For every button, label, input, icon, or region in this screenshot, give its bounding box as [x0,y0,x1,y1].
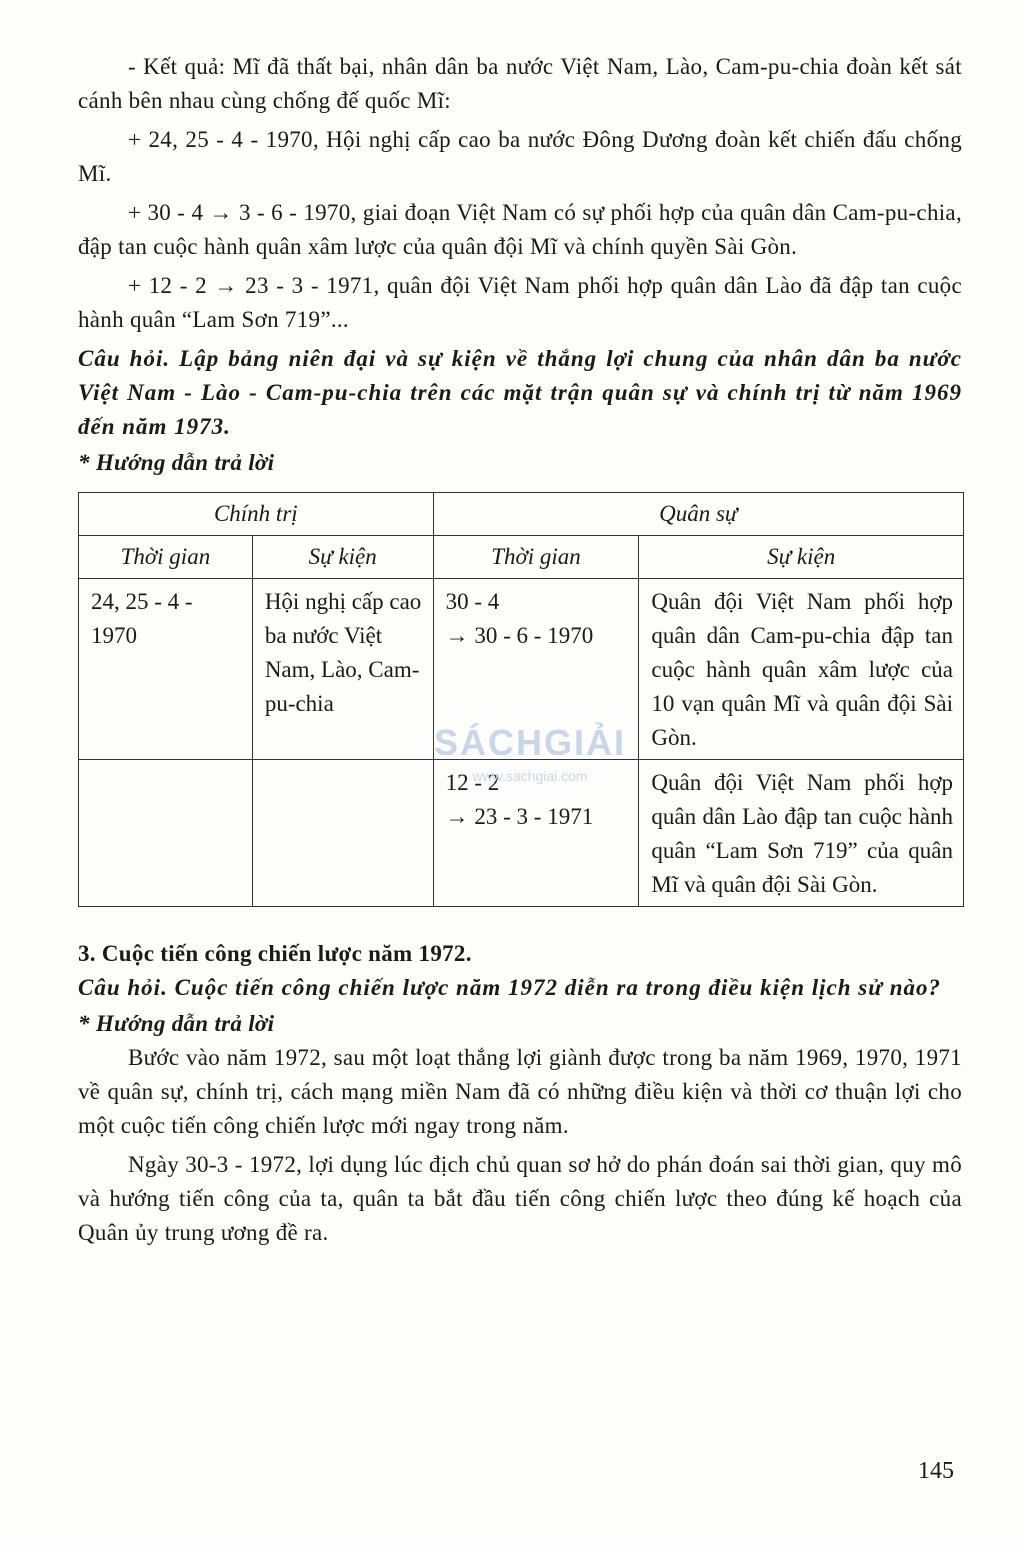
military-time-start: 12 - 2 [445,770,500,795]
military-time-cell [433,760,639,907]
table-group-header-row [79,493,964,536]
watermark-url: www.sachgiai.com [472,768,588,784]
result-paragraph: - Kết quả: Mĩ đã thất bại, nhân dân ba nước Việt Nam, Lào, Cam-pu-chia đoàn kết sát cánh bên nhau cùng chống đế quốc Mĩ: [78,54,962,113]
military-time-cell [433,579,639,760]
political-group-header: Chính trị [79,493,434,536]
page-content [78,50,962,1255]
answer-paragraph: Bước vào năm 1972, sau một loạt thắng lợi giành được trong ba năm 1969, 1970, 1971 về quân sự, chính trị, cách mạng miền Nam đã có những điều kiện và thời cơ thuận lợi cho một cuộc tiến công chiến lược mới ngay trong năm. [78,1045,962,1138]
military-group-header: Quân sự [433,493,963,536]
bullet-item: + 12 - 2 → 23 - 3 - 1971, quân đội Việt Nam phối hợp quân dân Lào đã đập tan cuộc hành quân “Lam Sơn 719”... [78,273,962,332]
question-heading: Câu hỏi. Lập bảng niên đại và sự kiện về thắng lợi chung của nhân dân ba nước Việt Nam - Lào - Cam-pu-chia trên các mặt trận quân sự và chính trị từ năm 1969 đến năm 1973. [78,346,962,439]
watermark-logo: SÁCHGIẢI [433,722,626,763]
bullet-item: + 24, 25 - 4 - 1970, Hội nghị cấp cao ba nước Đông Dương đoàn kết chiến đấu chống Mĩ. [78,127,962,186]
political-event-cell: Hội nghị cấp cao ba nước Việt Nam, Lào, Cam-pu-chia [252,579,433,760]
column-header-time: Thời gian [433,536,639,579]
military-event-cell: Quân đội Việt Nam phối hợp quân dân Cam-pu-chia đập tan cuộc hành quân xâm lược của 10 vạn quân Mĩ và quân đội Sài Gòn. [639,579,964,760]
column-header-event: Sự kiện [252,536,433,579]
chronology-table [78,492,964,907]
military-time-start: 30 - 4 [445,589,500,614]
column-header-time: Thời gian [79,536,253,579]
question-heading: Câu hỏi. Cuộc tiến công chiến lược năm 1972 diễn ra trong điều kiện lịch sử nào? [78,975,942,1000]
page-number: 145 [918,1458,954,1484]
table-column-header-row [79,536,964,579]
political-event-cell [252,760,433,907]
answer-paragraph: Ngày 30-3 - 1972, lợi dụng lúc địch chủ quan sơ hở do phán đoán sai thời gian, quy mô và hướng tiến công của ta, quân ta bắt đầu tiến công chiến lược theo đúng kế hoạch của Quân ủy trung ương đề ra. [78,1152,962,1245]
column-header-event: Sự kiện [639,536,964,579]
answer-guide-label: * Hướng dẫn trả lời [78,450,275,475]
military-time-end: → 23 - 3 - 1971 [445,804,594,829]
military-event-cell: Quân đội Việt Nam phối hợp quân dân Lào đập tan cuộc hành quân “Lam Sơn 719” của quân Mĩ và quân đội Sài Gòn. [639,760,964,907]
political-time-cell: 24, 25 - 4 - 1970 [79,579,253,760]
answer-guide-label: * Hướng dẫn trả lời [78,1011,275,1036]
political-time-cell [79,760,253,907]
military-time-end: → 30 - 6 - 1970 [445,623,594,648]
section-heading: 3. Cuộc tiến công chiến lược năm 1972. [78,941,472,966]
table-row [79,760,964,907]
table-row [79,579,964,760]
bullet-item: + 30 - 4 → 3 - 6 - 1970, giai đoạn Việt Nam có sự phối hợp của quân dân Cam-pu-chia, đập tan cuộc hành quân xâm lược của quân đội Mĩ và chính quyền Sài Gòn. [78,200,962,259]
